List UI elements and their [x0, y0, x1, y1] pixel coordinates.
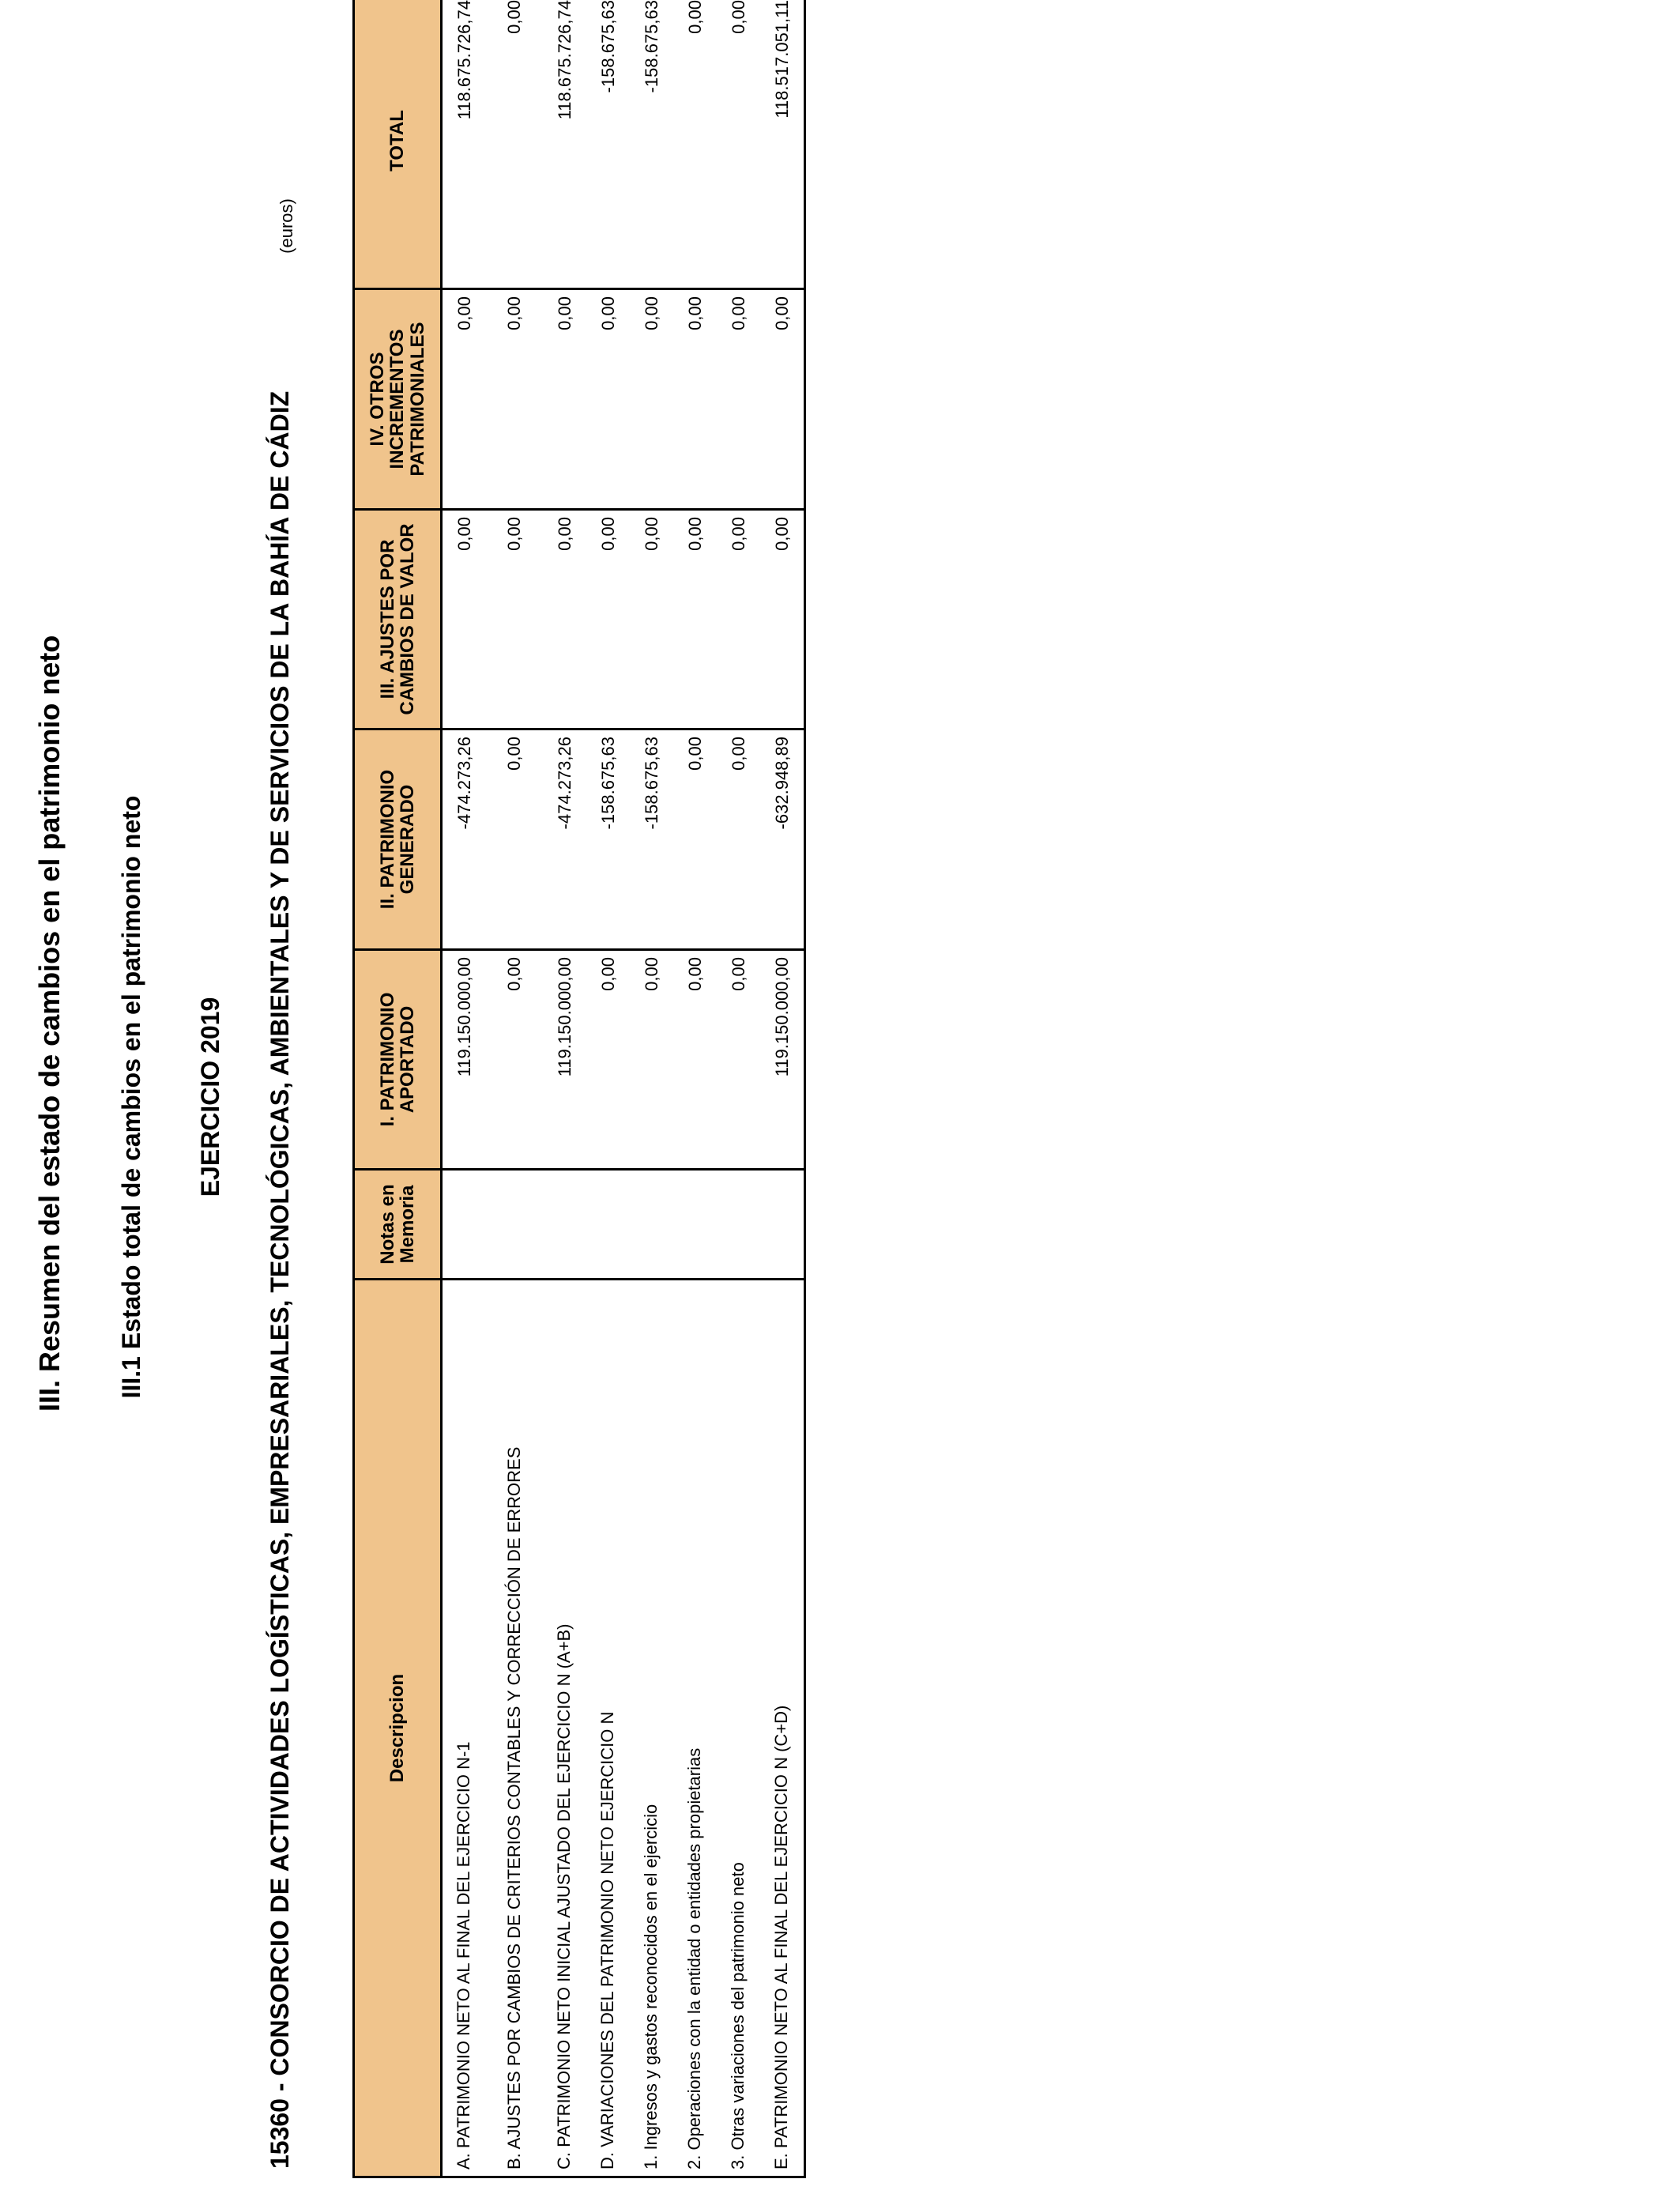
- row-aportado: 0,00: [717, 950, 760, 1170]
- row-notes: [717, 1170, 760, 1280]
- col-header-otros: IV. OTROS INCREMENTOS PATRIMONIALES: [354, 289, 442, 510]
- row-ajustes: 0,00: [586, 510, 630, 729]
- row-ajustes: 0,00: [543, 510, 586, 729]
- row-otros: 0,00: [486, 289, 543, 510]
- row-notes: [630, 1170, 673, 1280]
- table-row: [673, 0, 717, 2177]
- table-row: [630, 0, 673, 2177]
- table-row: [760, 0, 805, 2177]
- row-otros: 0,00: [543, 289, 586, 510]
- row-generado: -474.273,26: [442, 729, 487, 950]
- row-total: 0,00: [486, 0, 543, 289]
- row-ajustes: 0,00: [673, 510, 717, 729]
- table-row: [543, 0, 586, 2177]
- row-notes: [486, 1170, 543, 1280]
- table-row: [717, 0, 760, 2177]
- row-total: 118.675.726,74: [442, 0, 487, 289]
- row-ajustes: 0,00: [442, 510, 487, 729]
- col-header-notes: Notas en Memoria: [354, 1170, 442, 1280]
- row-total: -158.675,63: [630, 0, 673, 289]
- entity-name: 15360 - CONSORCIO DE ACTIVIDADES LOGÍSTICAS, EMPRESARIALES, TECNOLÓGICAS, AMBIENTALES Y DE SERVICIOS DE LA BAHÍA DE CÁDIZ: [266, 390, 294, 2169]
- row-notes: [760, 1170, 805, 1280]
- row-generado: -158.675,63: [630, 729, 673, 950]
- currency-units: (euros): [277, 198, 296, 254]
- row-generado: 0,00: [673, 729, 717, 950]
- row-notes: [673, 1170, 717, 1280]
- table-row: [586, 0, 630, 2177]
- row-aportado: 0,00: [486, 950, 543, 1170]
- row-generado: -158.675,63: [586, 729, 630, 950]
- row-notes: [442, 1170, 487, 1280]
- row-generado: 0,00: [486, 729, 543, 950]
- row-ajustes: 0,00: [630, 510, 673, 729]
- row-description: 2. Operaciones con la entidad o entidades propietarias: [673, 1280, 717, 2177]
- row-description: D. VARIACIONES DEL PATRIMONIO NETO EJERCICIO N: [586, 1280, 630, 2177]
- row-generado: 0,00: [717, 729, 760, 950]
- row-aportado: 119.150.000,00: [760, 950, 805, 1170]
- row-aportado: 0,00: [630, 950, 673, 1170]
- row-total: 0,00: [673, 0, 717, 289]
- row-ajustes: 0,00: [717, 510, 760, 729]
- row-generado: -474.273,26: [543, 729, 586, 950]
- row-generado: -632.948,89: [760, 729, 805, 950]
- table-row: [442, 0, 487, 2177]
- row-total: 0,00: [717, 0, 760, 289]
- table-header-row: [354, 0, 442, 2177]
- col-header-generado: II. PATRIMONIO GENERADO: [354, 729, 442, 950]
- row-description: 3. Otras variaciones del patrimonio neto: [717, 1280, 760, 2177]
- row-description: B. AJUSTES POR CAMBIOS DE CRITERIOS CONTABLES Y CORRECCIÓN DE ERRORES: [486, 1280, 543, 2177]
- equity-changes-table: [352, 0, 806, 2178]
- row-description: A. PATRIMONIO NETO AL FINAL DEL EJERCICIO N-1: [442, 1280, 487, 2177]
- table-row: [486, 0, 543, 2177]
- row-description: 1. Ingresos y gastos reconocidos en el ejercicio: [630, 1280, 673, 2177]
- row-total: 118.517.051,11: [760, 0, 805, 289]
- row-description: C. PATRIMONIO NETO INICIAL AJUSTADO DEL EJERCICIO N (A+B): [543, 1280, 586, 2177]
- row-aportado: 119.150.000,00: [442, 950, 487, 1170]
- row-total: -158.675,63: [586, 0, 630, 289]
- row-ajustes: 0,00: [760, 510, 805, 729]
- row-notes: [543, 1170, 586, 1280]
- col-header-ajustes: III. AJUSTES POR CAMBIOS DE VALOR: [354, 510, 442, 729]
- row-otros: 0,00: [442, 289, 487, 510]
- fiscal-year: EJERCICIO 2019: [196, 997, 224, 1197]
- row-otros: 0,00: [717, 289, 760, 510]
- page-subtitle: III.1 Estado total de cambios en el patrimonio neto: [117, 795, 145, 1399]
- row-otros: 0,00: [630, 289, 673, 510]
- row-description: E. PATRIMONIO NETO AL FINAL DEL EJERCICIO N (C+D): [760, 1280, 805, 2177]
- row-otros: 0,00: [760, 289, 805, 510]
- page-title: III. Resumen del estado de cambios en el patrimonio neto: [33, 635, 66, 1412]
- col-header-total: TOTAL: [354, 0, 442, 289]
- row-ajustes: 0,00: [486, 510, 543, 729]
- row-aportado: 0,00: [673, 950, 717, 1170]
- col-header-description: Descripcion: [354, 1280, 442, 2177]
- row-otros: 0,00: [673, 289, 717, 510]
- row-notes: [586, 1170, 630, 1280]
- col-header-aportado: I. PATRIMONIO APORTADO: [354, 950, 442, 1170]
- row-aportado: 0,00: [586, 950, 630, 1170]
- row-aportado: 119.150.000,00: [543, 950, 586, 1170]
- row-otros: 0,00: [586, 289, 630, 510]
- row-total: 118.675.726,74: [543, 0, 586, 289]
